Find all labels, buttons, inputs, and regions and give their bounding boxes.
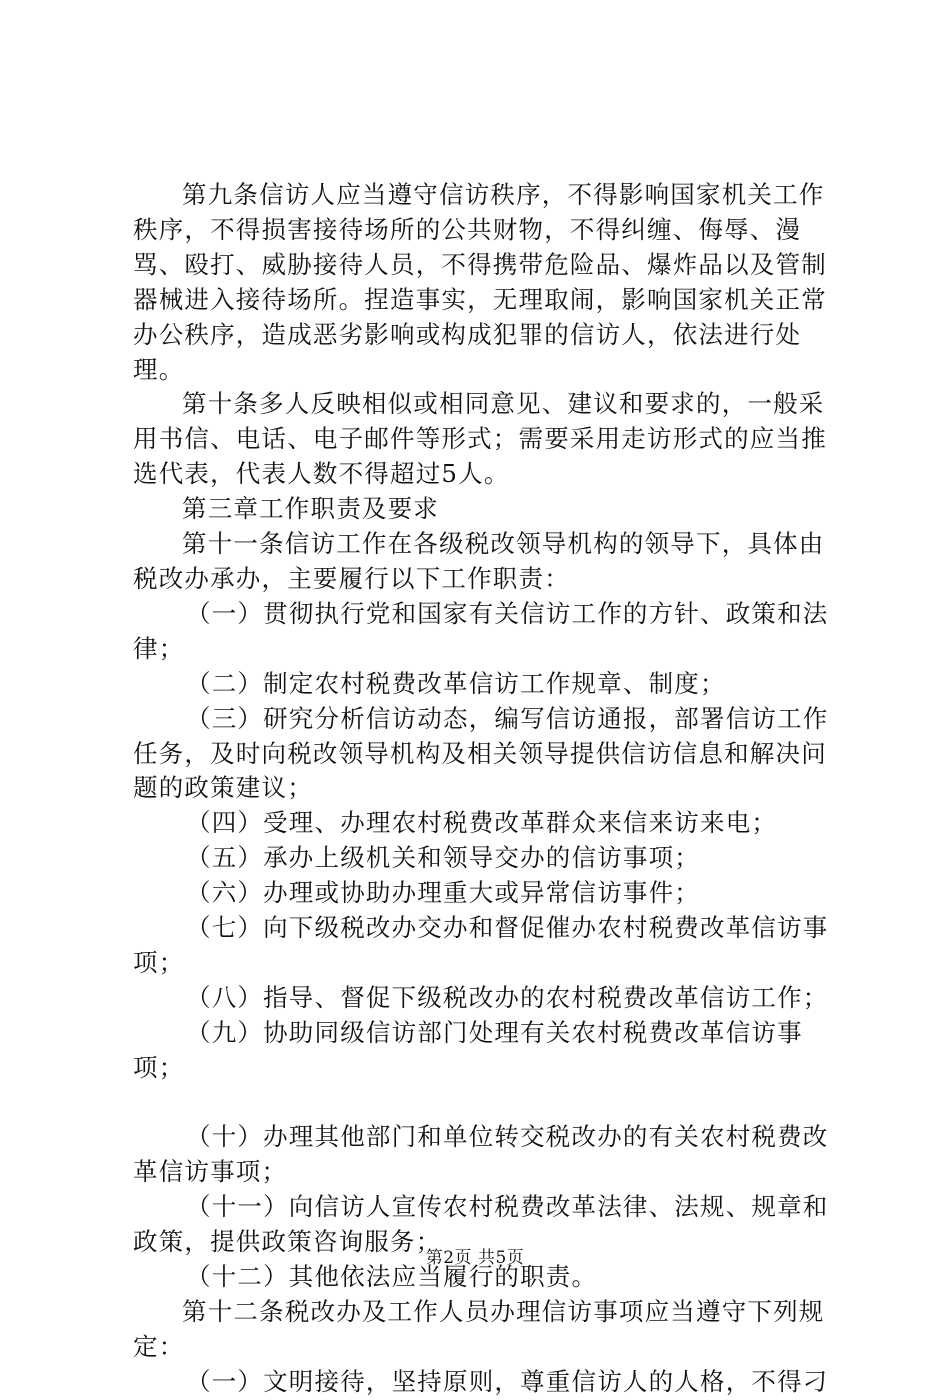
article-11-item-12: （十二）其他依法应当履行的职责。 (186, 1262, 598, 1292)
article-11-item-11: （十一）向信访人宣传农村税费改革法律、法规、规章和政策，提供政策咨询服务； (133, 1192, 829, 1257)
article-11-item-10: （十）办理其他部门和单位转交税改办的有关农村税费改革信访事项； (133, 1122, 829, 1187)
article-11-item-6: （六）办理或协助办理重大或异常信访事件； (186, 878, 700, 908)
document-body (133, 178, 833, 1400)
page-number-footer: 第2页 共5页 (425, 1248, 525, 1268)
article-12: 第十二条税改办及工作人员办理信访事项应当遵守下列规定： (133, 1296, 825, 1361)
article-11-item-8: （八）指导、督促下级税改办的农村税费改革信访工作； (186, 982, 829, 1012)
article-11-item-5: （五）承办上级机关和领导交办的信访事项； (186, 843, 700, 873)
article-11-item-9: （九）协助同级信访部门处理有关农村税费改革信访事项； (133, 1017, 803, 1082)
article-11-item-7: （七）向下级税改办交办和督促催办农村税费改革信访事项； (133, 913, 829, 977)
article-11: 第十一条信访工作在各级税改领导机构的领导下，具体由税改办承办，主要履行以下工作职责： (133, 529, 825, 593)
article-11-item-3: （三）研究分析信访动态，编写信访通报，部署信访工作任务，及时向税改领导机构及相关领导提供信访信息和解决问题的政策建议； (133, 703, 829, 803)
article-11-item-2: （二）制定农村税费改革信访工作规章、制度； (186, 668, 726, 698)
article-9: 第九条信访人应当遵守信访秩序，不得影响国家机关工作秩序，不得损害接待场所的公共财物，不得纠缠、侮辱、漫骂、殴打、威胁接待人员，不得携带危险品、爆炸品以及管制器械进入接待场所。捏造事实，无理取闹，影响国家机关正常办公秩序，造成恶劣影响或构成犯罪的信访人，依法进行处理。 (133, 180, 827, 384)
article-11-item-1: （一）贯彻执行党和国家有关信访工作的方针、政策和法律； (133, 598, 829, 663)
article-11-item-4: （四）受理、办理农村税费改革群众来信来访来电； (186, 808, 778, 838)
article-12-item-1: （一）文明接待，坚持原则，尊重信访人的人格，不得刁 (186, 1366, 829, 1396)
chapter-3-heading: 第三章工作职责及要求 (182, 494, 439, 524)
article-10: 第十条多人反映相似或相同意见、建议和要求的，一般采用书信、电话、电子邮件等形式；需要采用走访形式的应当推选代表，代表人数不得超过5人。 (133, 389, 827, 489)
